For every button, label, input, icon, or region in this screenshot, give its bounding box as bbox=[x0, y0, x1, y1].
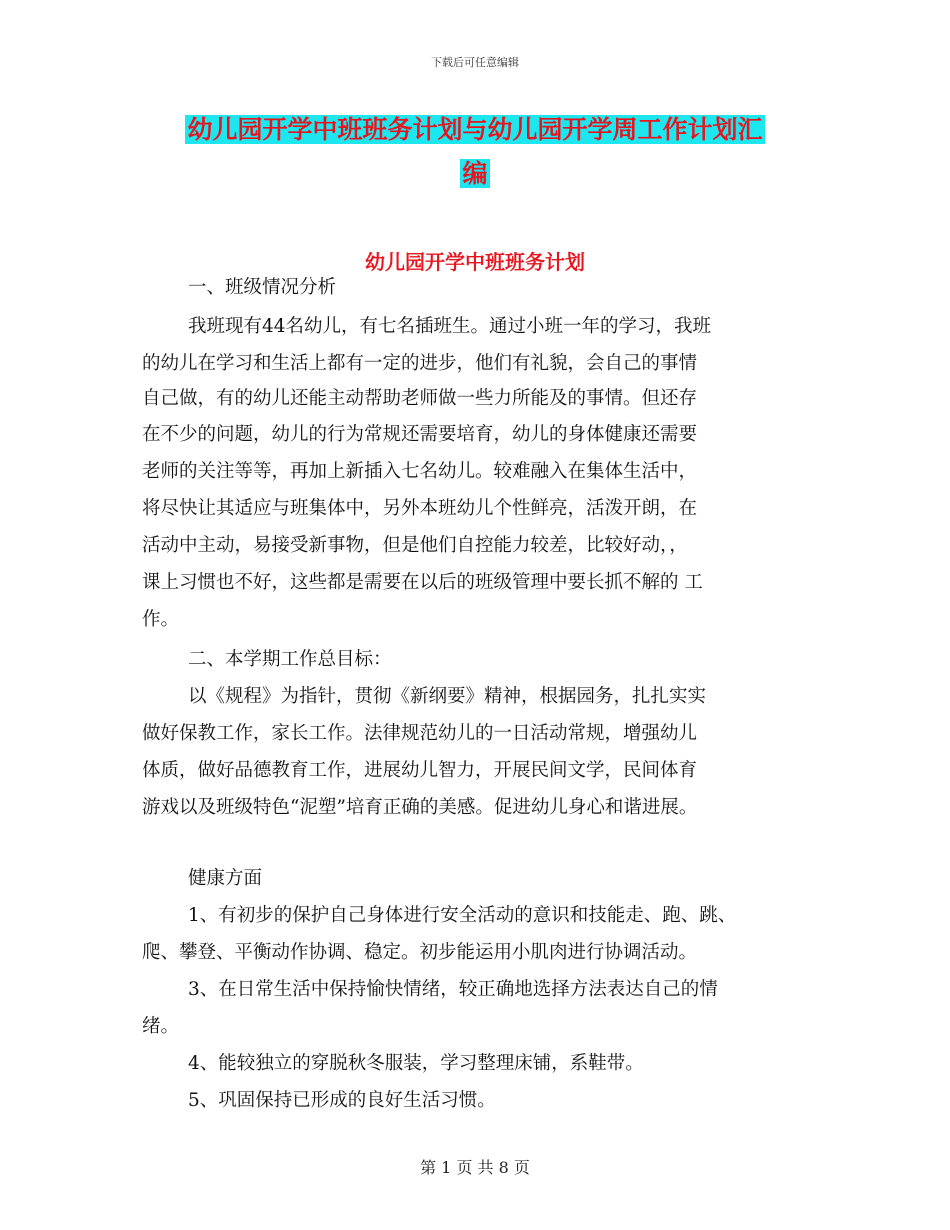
document-title-line-2 bbox=[0, 158, 950, 190]
paragraph-line: 老师的关注等等，再加上新插入七名幼儿。较难融入在集体生活中， bbox=[142, 461, 698, 482]
paragraph-line: 在不少的问题，幼儿的行为常规还需要培育，幼儿的身体健康还需要 bbox=[142, 424, 698, 445]
heading-health: 健康方面 bbox=[188, 868, 263, 889]
title-highlight-1: 幼儿园开学中班班务计划与幼儿园开学周工作计划汇 bbox=[187, 115, 763, 144]
list-item-continuation: 爬、攀登、平衡动作协调、稳定。初步能运用小肌肉进行协调活动。 bbox=[142, 942, 698, 963]
heading-term-goals: 二、本学期工作总目标： bbox=[188, 649, 392, 670]
paragraph-line: 课上习惯也不好，这些都是需要在以后的班级管理中要长抓不解的 工 bbox=[142, 572, 703, 593]
paragraph-line: 体质，做好品德教育工作，进展幼儿智力，开展民间文学，民间体育 bbox=[142, 760, 698, 781]
paragraph-line: 自己做，有的幼儿还能主动帮助老师做一些力所能及的事情。但还存 bbox=[142, 388, 698, 409]
page-footer: 第 1 页 共 8 页 bbox=[420, 1158, 530, 1177]
paragraph-line: 以《规程》为指针，贯彻《新纲要》精神，根据园务，扎扎实实 bbox=[188, 686, 707, 707]
paragraph-line: 游戏以及班级特色“泥塑”培育正确的美感。促进幼儿身心和谐进展。 bbox=[142, 797, 698, 818]
section-title: 幼儿园开学中班班务计划 bbox=[365, 250, 585, 274]
paragraph-line: 做好保教工作，家长工作。法律规范幼儿的一日活动常规，增强幼儿 bbox=[142, 723, 698, 744]
paragraph-line: 将尽快让其适应与班集体中，另外本班幼儿个性鲜亮，活泼开朗，在 bbox=[142, 498, 698, 519]
header-note: 下载后可任意编辑 bbox=[431, 56, 519, 69]
paragraph-line: 的幼儿在学习和生活上都有一定的进步，他们有礼貌，会自己的事情 bbox=[142, 353, 698, 374]
list-item: 5、巩固保持已形成的良好生活习惯。 bbox=[188, 1090, 496, 1111]
heading-class-analysis: 一、班级情况分析 bbox=[188, 277, 337, 298]
title-highlight-2: 编 bbox=[462, 159, 488, 188]
list-item: 3、在日常生活中保持愉快情绪，较正确地选择方法表达自己的情 bbox=[188, 979, 718, 1000]
paragraph-line: 作。 bbox=[142, 609, 180, 630]
document-title-line-1 bbox=[0, 114, 950, 146]
list-item: 1、有初步的保护自己身体进行安全活动的意识和技能走、跑、跳、 bbox=[188, 905, 737, 926]
list-item: 4、能较独立的穿脱秋冬服装，学习整理床铺，系鞋带。 bbox=[188, 1053, 644, 1074]
paragraph-line: 我班现有44名幼儿，有七名插班生。通过小班一年的学习，我班 bbox=[188, 316, 712, 337]
paragraph-line: 活动中主动，易接受新事物，但是他们自控能力较差，比较好动，， bbox=[142, 535, 688, 556]
list-item-continuation: 绪。 bbox=[142, 1016, 180, 1037]
